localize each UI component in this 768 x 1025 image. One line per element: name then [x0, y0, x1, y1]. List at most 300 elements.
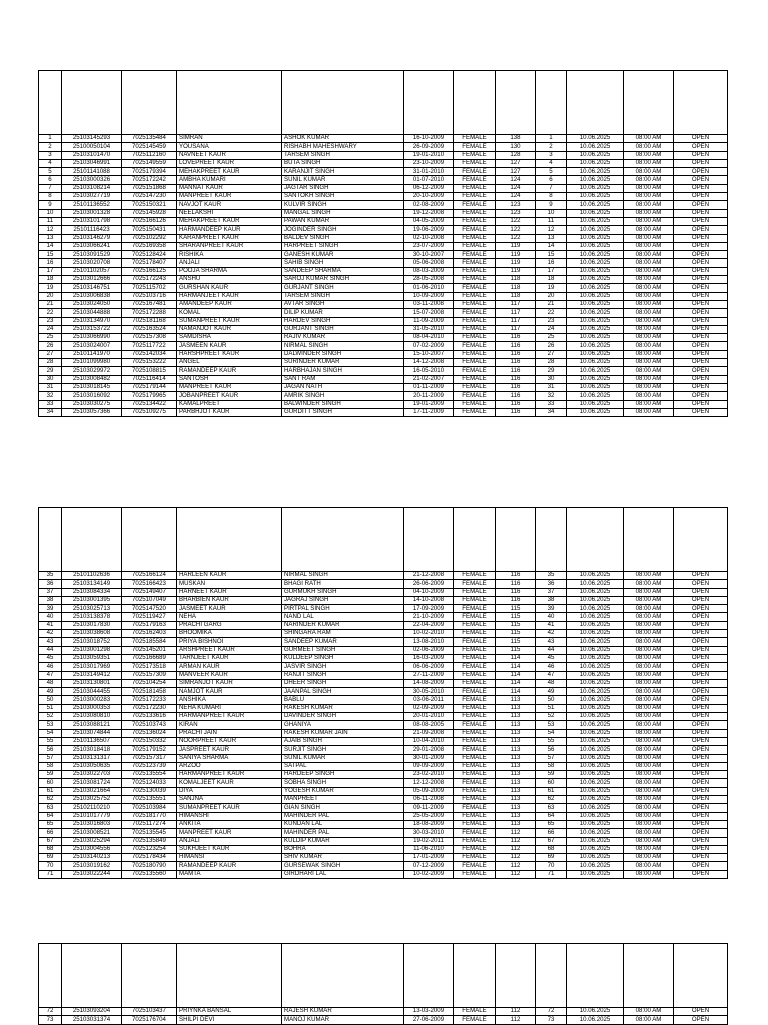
marks-cell: 116 — [496, 392, 536, 400]
table-row — [39, 754, 728, 762]
time-cell: 08:00 AM — [624, 721, 674, 729]
serial-number-cell: 66 — [39, 829, 62, 837]
rank-cell: 62 — [536, 796, 567, 804]
marks-cell: 119 — [496, 267, 536, 275]
roll-number-cell: 25103134970 — [62, 317, 122, 325]
category-cell: OPEN — [674, 812, 728, 820]
table-row — [39, 746, 728, 754]
date-of-birth-cell: 27-11-2009 — [404, 671, 454, 679]
date-cell: 10.06.2025 — [567, 350, 624, 358]
date-of-birth-cell: 18-08-2009 — [404, 820, 454, 828]
serial-number-cell: 38 — [39, 596, 62, 604]
date-of-birth-cell: 25-05-2009 — [404, 812, 454, 820]
category-cell: OPEN — [674, 284, 728, 292]
gender-cell: FEMALE — [454, 342, 496, 350]
category-cell: OPEN — [674, 862, 728, 870]
category-cell: OPEN — [674, 159, 728, 167]
category-cell: OPEN — [674, 638, 728, 646]
table-row — [39, 688, 728, 696]
gender-cell: FEMALE — [454, 276, 496, 284]
gender-cell: FEMALE — [454, 400, 496, 408]
table-row — [39, 679, 728, 687]
time-cell: 08:00 AM — [624, 829, 674, 837]
category-cell: OPEN — [674, 837, 728, 845]
date-cell: 10.06.2025 — [567, 845, 624, 853]
date-cell: 10.06.2025 — [567, 292, 624, 300]
category-cell: OPEN — [674, 696, 728, 704]
serial-number-cell: 61 — [39, 787, 62, 795]
candidate-name-cell: ANJALI — [177, 837, 282, 845]
date-cell: 10.06.2025 — [567, 596, 624, 604]
time-cell: 08:00 AM — [624, 596, 674, 604]
rank-cell: 61 — [536, 787, 567, 795]
header-cell — [496, 71, 536, 135]
serial-number-cell: 60 — [39, 779, 62, 787]
time-cell: 08:00 AM — [624, 572, 674, 580]
rank-cell: 59 — [536, 771, 567, 779]
category-cell: OPEN — [674, 300, 728, 308]
gender-cell: FEMALE — [454, 721, 496, 729]
rank-cell: 10 — [536, 209, 567, 217]
application-number-cell: 7025149559 — [122, 159, 177, 167]
header-cell — [39, 71, 62, 135]
date-cell: 10.06.2025 — [567, 1016, 624, 1024]
roll-number-cell: 25103025713 — [62, 605, 122, 613]
gender-cell: FEMALE — [454, 638, 496, 646]
father-name-cell: ASHOK KUMAR — [282, 135, 404, 143]
father-name-cell: BOHRA — [282, 845, 404, 853]
date-of-birth-cell: 19-01-2009 — [404, 400, 454, 408]
date-of-birth-cell: 04-05-2009 — [404, 217, 454, 225]
category-cell: OPEN — [674, 375, 728, 383]
time-cell: 08:00 AM — [624, 671, 674, 679]
date-cell: 10.06.2025 — [567, 870, 624, 878]
roll-number-cell: 25103038608 — [62, 630, 122, 638]
time-cell: 08:00 AM — [624, 812, 674, 820]
category-cell: OPEN — [674, 654, 728, 662]
rank-cell: 45 — [536, 654, 567, 662]
marks-cell: 116 — [496, 342, 536, 350]
roll-number-cell: 25103059351 — [62, 654, 122, 662]
serial-number-cell: 15 — [39, 251, 62, 259]
marks-cell: 114 — [496, 654, 536, 662]
candidate-name-cell: JOBANPREET KAUR — [177, 392, 282, 400]
date-cell: 10.06.2025 — [567, 276, 624, 284]
table-row — [39, 226, 728, 234]
marks-cell: 113 — [496, 812, 536, 820]
serial-number-cell: 22 — [39, 309, 62, 317]
gender-cell: FEMALE — [454, 367, 496, 375]
candidate-name-cell: KIRAN — [177, 721, 282, 729]
marks-cell: 116 — [496, 367, 536, 375]
table-row — [39, 201, 728, 209]
candidate-name-cell: KOMALJEET KAUR — [177, 779, 282, 787]
rank-cell: 32 — [536, 392, 567, 400]
table-row — [39, 870, 728, 878]
time-cell: 08:00 AM — [624, 400, 674, 408]
header-cell — [404, 508, 454, 572]
header-cell — [39, 508, 62, 572]
candidate-name-cell: BHARBIEN KAUR — [177, 596, 282, 604]
marks-cell: 128 — [496, 151, 536, 159]
candidate-name-cell: HARNEET KAUR — [177, 588, 282, 596]
application-number-cell: 7025179144 — [122, 383, 177, 391]
table-row — [39, 309, 728, 317]
father-name-cell: BALDEV SINGH — [282, 234, 404, 242]
candidate-name-cell: PRIYNKA BANSAL — [177, 1008, 282, 1016]
date-of-birth-cell: 17-11-2009 — [404, 408, 454, 416]
rank-cell: 1 — [536, 135, 567, 143]
time-cell: 08:00 AM — [624, 217, 674, 225]
gender-cell: FEMALE — [454, 226, 496, 234]
serial-number-cell: 10 — [39, 209, 62, 217]
time-cell: 08:00 AM — [624, 737, 674, 745]
table-row — [39, 646, 728, 654]
roll-number-cell: 25103101470 — [62, 151, 122, 159]
gender-cell: FEMALE — [454, 176, 496, 184]
marks-cell: 113 — [496, 713, 536, 721]
time-cell: 08:00 AM — [624, 392, 674, 400]
marks-cell: 112 — [496, 837, 536, 845]
date-cell: 10.06.2025 — [567, 837, 624, 845]
roll-number-cell: 25103031374 — [62, 1016, 122, 1024]
candidate-name-cell: NAVJOT KAUR — [177, 201, 282, 209]
rank-cell: 56 — [536, 746, 567, 754]
time-cell: 08:00 AM — [624, 779, 674, 787]
roll-number-cell: 25103081724 — [62, 779, 122, 787]
serial-number-cell: 43 — [39, 638, 62, 646]
application-number-cell: 7025135545 — [122, 829, 177, 837]
category-cell: OPEN — [674, 679, 728, 687]
rank-cell: 22 — [536, 309, 567, 317]
application-number-cell: 7025172230 — [122, 704, 177, 712]
time-cell: 08:00 AM — [624, 209, 674, 217]
rank-cell: 5 — [536, 168, 567, 176]
header-cell — [567, 71, 624, 135]
marks-cell: 116 — [496, 400, 536, 408]
rank-cell: 17 — [536, 267, 567, 275]
date-cell: 10.06.2025 — [567, 334, 624, 342]
father-name-cell: RAJESH KUMAR — [282, 1008, 404, 1016]
merit-table-2 — [38, 507, 728, 879]
roll-number-cell: 25101102636 — [62, 572, 122, 580]
category-cell: OPEN — [674, 588, 728, 596]
rank-cell: 16 — [536, 259, 567, 267]
father-name-cell: BUTA SINGH — [282, 159, 404, 167]
father-name-cell: AJAIB SINGH — [282, 737, 404, 745]
category-cell: OPEN — [674, 605, 728, 613]
serial-number-cell: 32 — [39, 392, 62, 400]
application-number-cell: 7025135484 — [122, 135, 177, 143]
candidate-name-cell: NAMANJOT KAUR — [177, 325, 282, 333]
serial-number-cell: 45 — [39, 654, 62, 662]
gender-cell: FEMALE — [454, 704, 496, 712]
roll-number-cell: 25103025752 — [62, 796, 122, 804]
date-of-birth-cell: 08-08-2005 — [404, 721, 454, 729]
father-name-cell: SUNIL KUMAR — [282, 754, 404, 762]
gender-cell: FEMALE — [454, 787, 496, 795]
roll-number-cell: 25103017830 — [62, 621, 122, 629]
gender-cell: FEMALE — [454, 729, 496, 737]
roll-number-cell: 25103027719 — [62, 193, 122, 201]
gender-cell: FEMALE — [454, 737, 496, 745]
marks-cell: 113 — [496, 796, 536, 804]
category-cell: OPEN — [674, 317, 728, 325]
marks-cell: 122 — [496, 217, 536, 225]
roll-number-cell: 25101116423 — [62, 226, 122, 234]
application-number-cell: 7025181770 — [122, 812, 177, 820]
date-cell: 10.06.2025 — [567, 151, 624, 159]
date-of-birth-cell: 07-02-2009 — [404, 342, 454, 350]
table-row — [39, 176, 728, 184]
rank-cell: 43 — [536, 638, 567, 646]
rank-cell: 35 — [536, 572, 567, 580]
marks-cell: 116 — [496, 580, 536, 588]
candidate-name-cell: JASMEEN KAUR — [177, 342, 282, 350]
roll-number-cell: 25103006838 — [62, 292, 122, 300]
application-number-cell: 7025166423 — [122, 580, 177, 588]
father-name-cell: SANDEEP KUMAR — [282, 638, 404, 646]
date-cell: 10.06.2025 — [567, 829, 624, 837]
father-name-cell: GIAN SINGH — [282, 804, 404, 812]
date-cell: 10.06.2025 — [567, 259, 624, 267]
roll-number-cell: 25103074844 — [62, 729, 122, 737]
candidate-name-cell: ANSHIKA — [177, 696, 282, 704]
date-of-birth-cell: 20-11-2009 — [404, 392, 454, 400]
header-cell — [567, 508, 624, 572]
date-cell: 10.06.2025 — [567, 771, 624, 779]
time-cell: 08:00 AM — [624, 580, 674, 588]
application-number-cell: 7025103743 — [122, 721, 177, 729]
time-cell: 08:00 AM — [624, 613, 674, 621]
gender-cell: FEMALE — [454, 1008, 496, 1016]
date-cell: 10.06.2025 — [567, 201, 624, 209]
gender-cell: FEMALE — [454, 317, 496, 325]
application-number-cell: 7025179163 — [122, 621, 177, 629]
table-row — [39, 572, 728, 580]
rank-cell: 18 — [536, 276, 567, 284]
time-cell: 08:00 AM — [624, 796, 674, 804]
serial-number-cell: 71 — [39, 870, 62, 878]
date-of-birth-cell: 21-12-2008 — [404, 572, 454, 580]
candidate-name-cell: HARMANPREET KAUR — [177, 771, 282, 779]
marks-cell: 113 — [496, 820, 536, 828]
header-cell — [567, 944, 624, 1008]
date-of-birth-cell: 12-12-2008 — [404, 779, 454, 787]
table-row — [39, 721, 728, 729]
father-name-cell: JAGRAJ SINGH — [282, 596, 404, 604]
header-cell — [62, 508, 122, 572]
date-of-birth-cell: 10-02-2010 — [404, 630, 454, 638]
date-of-birth-cell: 03-11-2008 — [404, 300, 454, 308]
candidate-name-cell: SANJNA — [177, 796, 282, 804]
application-number-cell: 7025123254 — [122, 845, 177, 853]
marks-cell: 113 — [496, 729, 536, 737]
date-of-birth-cell: 08-03-2009 — [404, 267, 454, 275]
application-number-cell: 7025142034 — [122, 350, 177, 358]
date-of-birth-cell: 05-06-2008 — [404, 259, 454, 267]
gender-cell: FEMALE — [454, 688, 496, 696]
rank-cell: 23 — [536, 317, 567, 325]
serial-number-cell: 35 — [39, 572, 62, 580]
date-of-birth-cell: 31-01-2010 — [404, 168, 454, 176]
marks-cell: 115 — [496, 621, 536, 629]
rank-cell: 24 — [536, 325, 567, 333]
date-of-birth-cell: 13-03-2009 — [404, 1008, 454, 1016]
time-cell: 08:00 AM — [624, 168, 674, 176]
date-of-birth-cell: 16-03-2009 — [404, 654, 454, 662]
serial-number-cell: 49 — [39, 688, 62, 696]
marks-cell: 113 — [496, 737, 536, 745]
time-cell: 08:00 AM — [624, 375, 674, 383]
table-row — [39, 713, 728, 721]
rank-cell: 25 — [536, 334, 567, 342]
roll-number-cell: 25103019162 — [62, 862, 122, 870]
time-cell: 08:00 AM — [624, 630, 674, 638]
time-cell: 08:00 AM — [624, 226, 674, 234]
gender-cell: FEMALE — [454, 234, 496, 242]
serial-number-cell: 48 — [39, 679, 62, 687]
date-cell: 10.06.2025 — [567, 309, 624, 317]
header-cell — [536, 944, 567, 1008]
serial-number-cell: 51 — [39, 704, 62, 712]
header-cell — [282, 508, 404, 572]
category-cell: OPEN — [674, 804, 728, 812]
date-of-birth-cell: 21-09-2008 — [404, 729, 454, 737]
roll-number-cell: 25103018752 — [62, 638, 122, 646]
marks-cell: 114 — [496, 671, 536, 679]
candidate-name-cell: KAMALPREET — [177, 400, 282, 408]
serial-number-cell: 5 — [39, 168, 62, 176]
application-number-cell: 7025109275 — [122, 408, 177, 416]
candidate-name-cell: NOORPREET KAUR — [177, 737, 282, 745]
date-of-birth-cell: 30-05-2010 — [404, 688, 454, 696]
father-name-cell: NAND LAL — [282, 613, 404, 621]
application-number-cell: 7025163524 — [122, 325, 177, 333]
candidate-name-cell: SUKHJEET KAUR — [177, 845, 282, 853]
serial-number-cell: 70 — [39, 862, 62, 870]
candidate-name-cell: SANIYA SHARMA — [177, 754, 282, 762]
rank-cell: 34 — [536, 408, 567, 416]
table-row — [39, 143, 728, 151]
marks-cell: 116 — [496, 408, 536, 416]
table-row — [39, 375, 728, 383]
marks-cell: 118 — [496, 292, 536, 300]
serial-number-cell: 14 — [39, 242, 62, 250]
roll-number-cell: 25103080810 — [62, 713, 122, 721]
father-name-cell: YOGESH KUMAR — [282, 787, 404, 795]
application-number-cell: 7025117722 — [122, 342, 177, 350]
date-cell: 10.06.2025 — [567, 679, 624, 687]
time-cell: 08:00 AM — [624, 176, 674, 184]
application-number-cell: 7025147520 — [122, 605, 177, 613]
father-name-cell: JAGTAR SINGH — [282, 184, 404, 192]
gender-cell: FEMALE — [454, 151, 496, 159]
serial-number-cell: 19 — [39, 284, 62, 292]
marks-cell: 117 — [496, 325, 536, 333]
roll-number-cell: 25103108214 — [62, 184, 122, 192]
merit-list-block-1 — [38, 70, 727, 417]
category-cell: OPEN — [674, 408, 728, 416]
time-cell: 08:00 AM — [624, 746, 674, 754]
rank-cell: 7 — [536, 184, 567, 192]
table-row — [39, 359, 728, 367]
candidate-name-cell: MANNAT KAUR — [177, 184, 282, 192]
header-cell — [62, 71, 122, 135]
marks-cell: 119 — [496, 242, 536, 250]
father-name-cell: KULVIR SINGH — [282, 201, 404, 209]
time-cell: 08:00 AM — [624, 383, 674, 391]
application-number-cell: 7025135560 — [122, 870, 177, 878]
roll-number-cell: 25103029972 — [62, 367, 122, 375]
table-row — [39, 367, 728, 375]
date-cell: 10.06.2025 — [567, 209, 624, 217]
father-name-cell: GURMUKH SINGH — [282, 588, 404, 596]
application-number-cell: 7025157308 — [122, 334, 177, 342]
rank-cell: 44 — [536, 646, 567, 654]
candidate-name-cell: ANGEL — [177, 359, 282, 367]
roll-number-cell: 25102110210 — [62, 804, 122, 812]
category-cell: OPEN — [674, 325, 728, 333]
time-cell: 08:00 AM — [624, 359, 674, 367]
table-row — [39, 292, 728, 300]
serial-number-cell: 9 — [39, 201, 62, 209]
rank-cell: 30 — [536, 375, 567, 383]
serial-number-cell: 73 — [39, 1016, 62, 1024]
date-cell: 10.06.2025 — [567, 159, 624, 167]
gender-cell: FEMALE — [454, 870, 496, 878]
candidate-name-cell: HARMANDEEP KAUR — [177, 226, 282, 234]
header-cell — [122, 944, 177, 1008]
time-cell: 08:00 AM — [624, 696, 674, 704]
date-of-birth-cell: 14-10-2008 — [404, 596, 454, 604]
candidate-name-cell: POOJA SHARMA — [177, 267, 282, 275]
father-name-cell: RANJIT SINGH — [282, 671, 404, 679]
date-of-birth-cell: 10-04-2010 — [404, 737, 454, 745]
date-of-birth-cell: 01-06-2010 — [404, 284, 454, 292]
application-number-cell: 7025123739 — [122, 762, 177, 770]
table-row — [39, 400, 728, 408]
header-cell — [496, 944, 536, 1008]
table-row — [39, 588, 728, 596]
roll-number-cell: 25103004556 — [62, 845, 122, 853]
serial-number-cell: 40 — [39, 613, 62, 621]
serial-number-cell: 26 — [39, 342, 62, 350]
time-cell: 08:00 AM — [624, 621, 674, 629]
roll-number-cell: 25103050635 — [62, 762, 122, 770]
gender-cell: FEMALE — [454, 796, 496, 804]
category-cell: OPEN — [674, 242, 728, 250]
candidate-name-cell: SUMANPREET KAUR — [177, 317, 282, 325]
table-row — [39, 259, 728, 267]
father-name-cell: GHANIYA — [282, 721, 404, 729]
category-cell: OPEN — [674, 870, 728, 878]
gender-cell: FEMALE — [454, 242, 496, 250]
candidate-name-cell: SIMRANJOT KAUR — [177, 679, 282, 687]
gender-cell: FEMALE — [454, 671, 496, 679]
date-of-birth-cell: 14-12-2008 — [404, 359, 454, 367]
application-number-cell: 7025166125 — [122, 267, 177, 275]
marks-cell: 116 — [496, 350, 536, 358]
category-cell: OPEN — [674, 392, 728, 400]
marks-cell: 112 — [496, 862, 536, 870]
date-cell: 10.06.2025 — [567, 317, 624, 325]
date-of-birth-cell: 17-09-2009 — [404, 605, 454, 613]
gender-cell: FEMALE — [454, 168, 496, 176]
marks-cell: 116 — [496, 572, 536, 580]
marks-cell: 117 — [496, 309, 536, 317]
date-cell: 10.06.2025 — [567, 135, 624, 143]
